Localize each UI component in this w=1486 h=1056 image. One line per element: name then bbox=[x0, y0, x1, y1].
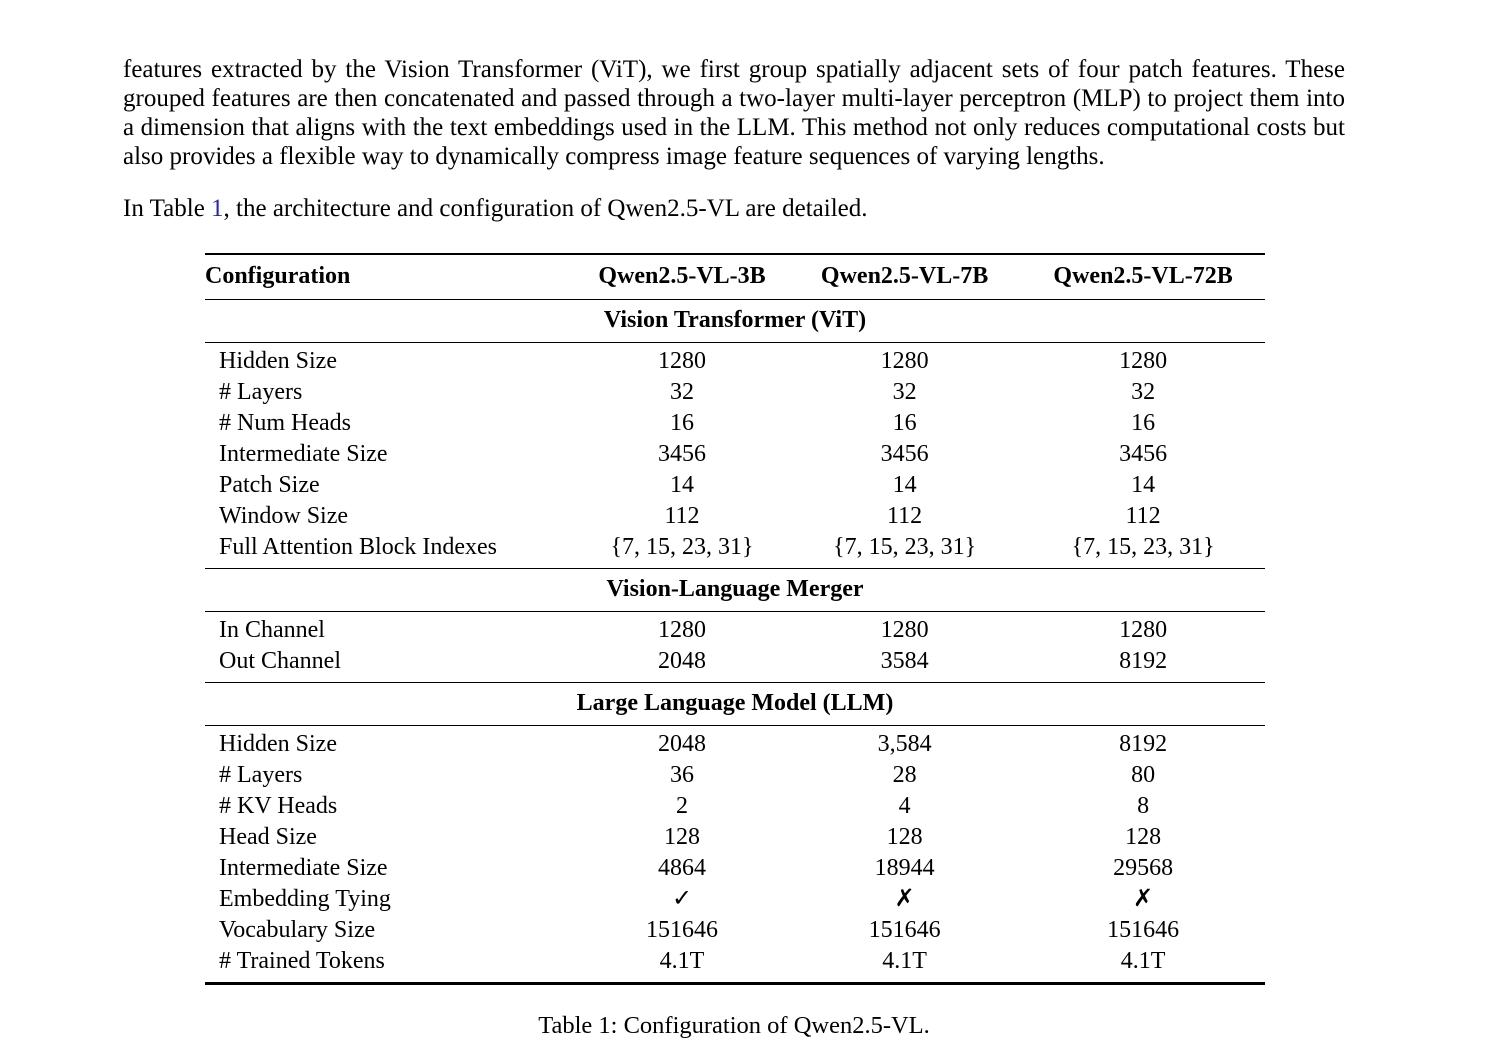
row-label: Hidden Size bbox=[219, 348, 337, 374]
table-intro-text-before: In Table bbox=[123, 195, 212, 222]
table-header bbox=[205, 254, 1265, 300]
page-content bbox=[123, 55, 1345, 1040]
table-row bbox=[205, 532, 1265, 569]
cell-value: {7, 15, 23, 31} bbox=[1071, 534, 1215, 560]
cell-value: 32 bbox=[1131, 379, 1156, 405]
cell-value: 32 bbox=[670, 379, 694, 405]
row-label: Hidden Size bbox=[219, 731, 337, 757]
cross-mark-icon: ✗ bbox=[1133, 886, 1154, 912]
cell-value: 3584 bbox=[880, 648, 929, 674]
cell-value: 28 bbox=[892, 762, 917, 788]
cell-value: 1280 bbox=[1119, 617, 1168, 643]
cell-value: 112 bbox=[664, 503, 700, 529]
cell-value: 4.1T bbox=[1120, 948, 1166, 974]
cell-value: 3456 bbox=[658, 441, 706, 467]
cell-value: 32 bbox=[892, 379, 917, 405]
table-header-row bbox=[205, 254, 1265, 300]
cell-value: 4 bbox=[898, 793, 911, 819]
cell-value: 14 bbox=[1131, 472, 1156, 498]
cell-value: 151646 bbox=[646, 917, 718, 943]
section-vision-language-merger bbox=[205, 569, 1265, 683]
column-header-qwen25-vl-3b: Qwen2.5-VL-3B bbox=[598, 263, 766, 289]
row-label: Out Channel bbox=[219, 648, 341, 674]
cell-value: 151646 bbox=[868, 917, 941, 943]
table-row bbox=[205, 946, 1265, 984]
row-label: Patch Size bbox=[219, 472, 320, 498]
table-row bbox=[205, 408, 1265, 439]
cell-value: 8192 bbox=[1119, 648, 1168, 674]
cell-value: 2048 bbox=[658, 731, 706, 757]
table-row bbox=[205, 915, 1265, 946]
cell-value: 1280 bbox=[880, 348, 929, 374]
table-row bbox=[205, 791, 1265, 822]
table-row bbox=[205, 439, 1265, 470]
cell-value: 112 bbox=[1125, 503, 1161, 529]
configuration-table-wrapper bbox=[205, 253, 1265, 985]
cell-value: 112 bbox=[887, 503, 923, 529]
cell-value: 80 bbox=[1131, 762, 1156, 788]
section-large-language-model bbox=[205, 683, 1265, 984]
row-label: In Channel bbox=[219, 617, 325, 643]
cell-value: 128 bbox=[1125, 824, 1162, 850]
cell-value: 36 bbox=[670, 762, 694, 788]
row-label: Embedding Tying bbox=[219, 886, 391, 912]
cell-value: 128 bbox=[664, 824, 700, 850]
row-label: Full Attention Block Indexes bbox=[219, 534, 497, 560]
cell-value: 1280 bbox=[1119, 348, 1168, 374]
row-label: Intermediate Size bbox=[219, 855, 388, 881]
table-1-link[interactable]: 1 bbox=[211, 195, 224, 222]
row-label: Head Size bbox=[219, 824, 317, 850]
table-row bbox=[205, 470, 1265, 501]
table-row bbox=[205, 822, 1265, 853]
column-header-qwen25-vl-72b: Qwen2.5-VL-72B bbox=[1053, 263, 1233, 289]
cell-value: 3456 bbox=[880, 441, 929, 467]
checkmark-icon: ✓ bbox=[671, 886, 693, 912]
row-label: Intermediate Size bbox=[219, 441, 388, 467]
cell-value: 1280 bbox=[658, 617, 706, 643]
cell-value: 8 bbox=[1137, 793, 1150, 819]
cell-value: 16 bbox=[1131, 410, 1156, 436]
table-row bbox=[205, 612, 1265, 647]
table-intro-paragraph bbox=[123, 194, 1345, 223]
cell-value: 2 bbox=[676, 793, 688, 819]
cell-value: 8192 bbox=[1119, 731, 1168, 757]
row-label: # Num Heads bbox=[219, 410, 351, 436]
table-row bbox=[205, 343, 1265, 378]
cell-value: 151646 bbox=[1107, 917, 1180, 943]
cell-value: 128 bbox=[886, 824, 923, 850]
table-row bbox=[205, 853, 1265, 884]
row-label: Window Size bbox=[219, 503, 349, 529]
cell-value: 4864 bbox=[658, 855, 706, 881]
section-vision-transformer bbox=[205, 300, 1265, 569]
table-row bbox=[205, 501, 1265, 532]
section-title: Vision-Language Merger bbox=[606, 576, 864, 602]
table-caption: Table 1: Configuration of Qwen2.5-VL. bbox=[538, 1012, 930, 1039]
cell-value: 14 bbox=[670, 472, 694, 498]
cell-value: 29568 bbox=[1113, 855, 1174, 881]
cell-value: 4.1T bbox=[659, 948, 705, 974]
body-paragraph: features extracted by the Vision Transformer (ViT), we first group spatially adjacent sets of four patch features. These grouped features are then concatenated and passed through a two-layer multi-layer perceptron (MLP) to project them into a dimension that aligns with the text embeddings used in the LLM. This method not only reduces computational costs but also provides a flexible way to dynamically compress image feature sequences of varying lengths. bbox=[123, 56, 1345, 170]
cross-mark-icon: ✗ bbox=[894, 886, 915, 912]
cell-value: 3,584 bbox=[877, 731, 932, 757]
cell-value: 14 bbox=[892, 472, 917, 498]
table-row bbox=[205, 884, 1265, 915]
cell-value: 3456 bbox=[1119, 441, 1168, 467]
table-row bbox=[205, 726, 1265, 761]
column-header-configuration: Configuration bbox=[205, 263, 351, 289]
section-title-row bbox=[205, 683, 1265, 726]
table-row bbox=[205, 760, 1265, 791]
section-title-row bbox=[205, 569, 1265, 612]
section-title: Large Language Model (LLM) bbox=[576, 690, 894, 716]
section-title: Vision Transformer (ViT) bbox=[603, 307, 867, 333]
cell-value: {7, 15, 23, 31} bbox=[610, 534, 754, 560]
section-title-row bbox=[205, 300, 1265, 343]
table-row bbox=[205, 377, 1265, 408]
row-label: Vocabulary Size bbox=[219, 917, 376, 943]
column-header-qwen25-vl-7b: Qwen2.5-VL-7B bbox=[820, 263, 989, 289]
cell-value: 4.1T bbox=[882, 948, 927, 974]
cell-value: 1280 bbox=[880, 617, 929, 643]
row-label: # KV Heads bbox=[219, 793, 338, 819]
row-label: # Trained Tokens bbox=[219, 948, 385, 974]
cell-value: 2048 bbox=[658, 648, 706, 674]
cell-value: 1280 bbox=[658, 348, 706, 374]
row-label: # Layers bbox=[219, 762, 303, 788]
table-row bbox=[205, 646, 1265, 683]
cell-value: {7, 15, 23, 31} bbox=[833, 534, 977, 560]
row-label: # Layers bbox=[219, 379, 303, 405]
cell-value: 16 bbox=[892, 410, 917, 436]
cell-value: 16 bbox=[670, 410, 694, 436]
cell-value: 18944 bbox=[874, 855, 935, 881]
configuration-table bbox=[205, 253, 1265, 985]
table-intro-text-after: , the architecture and configuration of Qwen2.5-VL are detailed. bbox=[223, 195, 868, 222]
